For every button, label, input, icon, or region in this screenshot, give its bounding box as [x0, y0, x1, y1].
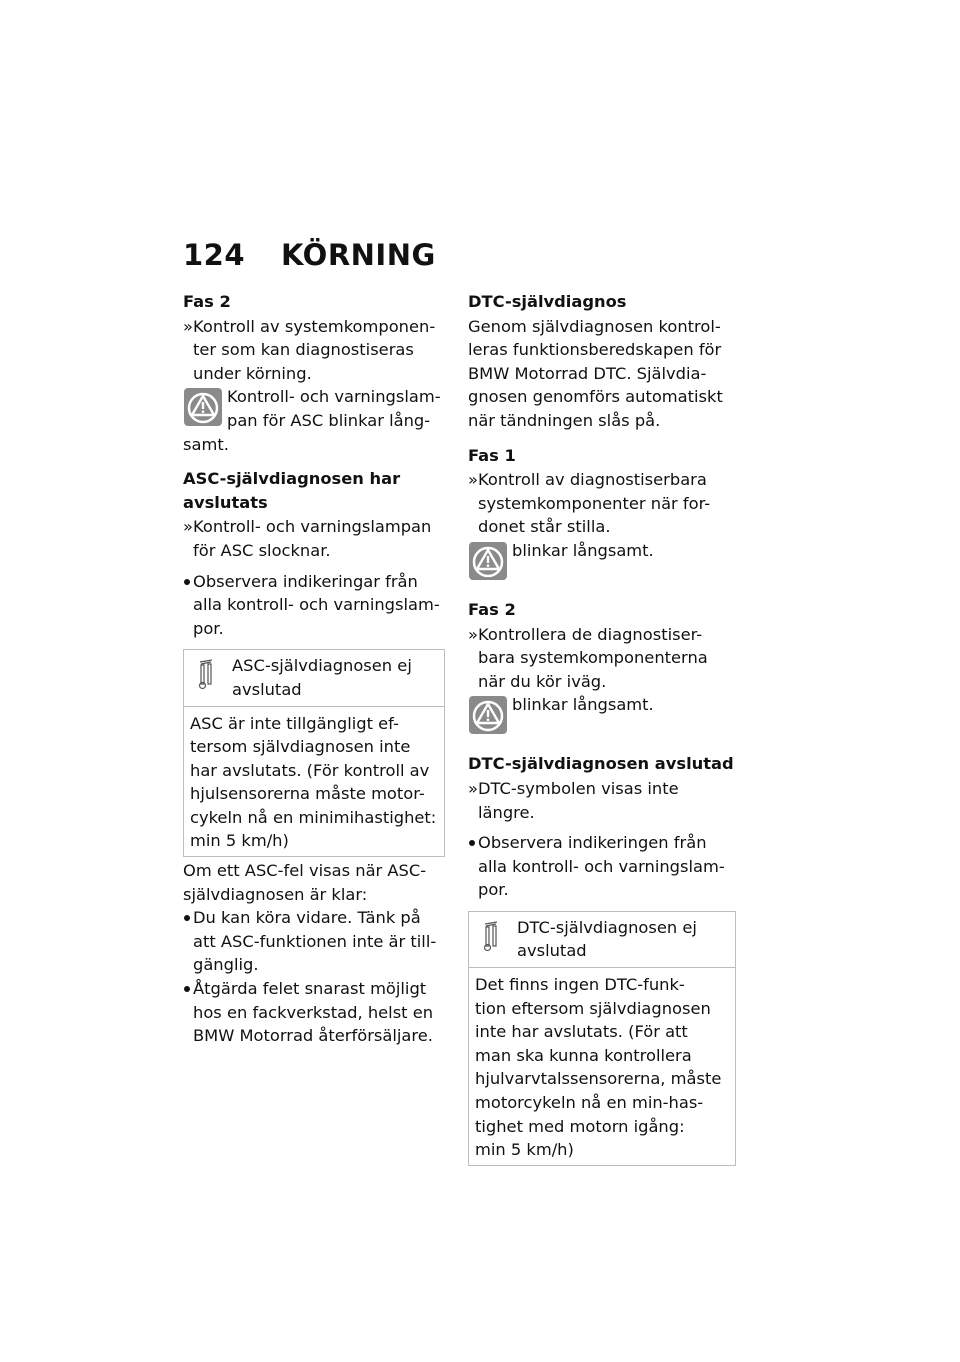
text-line: Det finns ingen DTC-funk- [475, 975, 685, 995]
heading-line: avslutats [183, 492, 268, 512]
text-line: pan för ASC blinkar lång- [227, 410, 431, 430]
text-line: min 5 km/h) [190, 831, 289, 851]
text-line: Du kan köra vidare. Tänk på [193, 908, 421, 928]
dtc-note-box [468, 911, 736, 1166]
text-line: motorcykeln nå en min-has- [475, 1093, 704, 1113]
traction-warning-icon [468, 541, 508, 581]
note-title-line: ASC-självdiagnosen ej [232, 656, 412, 676]
bullet-dot [469, 840, 475, 846]
list-mark: » [183, 517, 193, 537]
asc-note-box [183, 649, 445, 857]
left-column [183, 290, 445, 1048]
list-mark: » [183, 316, 193, 336]
page-header [183, 238, 436, 272]
traction-warning-icon [468, 695, 508, 735]
text-line: blinkar långsamt. [512, 540, 654, 560]
text-line: hjulsensorerna måste motor- [190, 784, 425, 804]
text-line: att ASC-funktionen inte är till- [193, 931, 437, 951]
text-line: man ska kunna kontrollera [475, 1045, 692, 1065]
bullet-item [183, 977, 445, 1048]
text-line: för ASC slocknar. [193, 540, 331, 560]
heading-line: ASC-självdiagnosen har [183, 469, 401, 489]
dtc-done-heading: DTC-självdiagnosen avslutad [468, 754, 734, 774]
right-column [468, 290, 736, 1168]
bullet-dot [184, 986, 190, 992]
text-line: por. [478, 880, 509, 900]
text-line: Om ett ASC-fel visas när ASC- [183, 861, 427, 881]
text-line: BMW Motorrad DTC. Självdia- [468, 363, 707, 383]
text-line: bara systemkomponenterna [478, 648, 708, 668]
text-line: gnosen genomförs automatiskt [468, 387, 723, 407]
list-item [183, 315, 445, 386]
motorcycle-fork-icon [198, 658, 214, 690]
traction-warning-icon [183, 387, 223, 427]
list-mark: » [468, 624, 478, 644]
text-line: alla kontroll- och varningslam- [193, 595, 440, 615]
note-title-line: avslutad [232, 679, 302, 699]
warning-line [183, 385, 445, 432]
asc-done-heading [183, 467, 445, 514]
text-line: Observera indikeringen från [478, 833, 707, 853]
text-line: Åtgärda felet snarast möjligt [193, 979, 427, 999]
motorcycle-fork-icon [483, 920, 499, 952]
bullet-item [183, 570, 445, 641]
text-line: BMW Motorrad återförsäljare. [193, 1026, 433, 1046]
text-line: ter som kan diagnostiseras [193, 340, 414, 360]
note-header [469, 912, 735, 968]
text-line: cykeln nå en minimihastighet: [190, 807, 437, 827]
text-line: systemkomponenter när for- [478, 493, 711, 513]
text-line: gänglig. [193, 955, 259, 975]
bullet-item [468, 831, 736, 902]
fault-paragraph [183, 859, 445, 906]
text-line: när tändningen slås på. [468, 410, 661, 430]
bullet-item [183, 906, 445, 977]
text-line: hjulvarvtalssensorerna, måste [475, 1069, 722, 1089]
text-line: Genom självdiagnosen kontrol- [468, 316, 721, 336]
dtc-paragraph [468, 315, 736, 433]
text-line: por. [193, 618, 224, 638]
list-item [468, 623, 736, 694]
text-line: inte har avslutats. (För att [475, 1022, 688, 1042]
text-line: Kontrollera de diagnostiser- [478, 624, 703, 644]
text-line: Kontroll- och varningslampan [193, 517, 432, 537]
bullet-dot [184, 915, 190, 921]
text-line: Kontroll av systemkomponen- [193, 316, 436, 336]
text-line: Kontroll- och varningslam- [227, 387, 441, 407]
list-item [183, 515, 445, 562]
text-line: Kontroll av diagnostiserbara [478, 470, 707, 490]
text-line: min 5 km/h) [475, 1140, 574, 1160]
text-line: Observera indikeringar från [193, 571, 418, 591]
text-line: leras funktionsberedskapen för [468, 340, 722, 360]
text-line: samt. [183, 434, 229, 454]
text-line: blinkar långsamt. [512, 695, 654, 715]
chapter-title: KÖRNING [281, 238, 436, 272]
list-item [468, 777, 736, 824]
dtc-heading: DTC-självdiagnos [468, 292, 627, 311]
text-line: tighet med motorn igång: [475, 1116, 685, 1136]
list-item [468, 468, 736, 539]
list-mark: » [468, 470, 478, 490]
note-title-line: avslutad [517, 941, 587, 961]
text-line: när du kör iväg. [478, 671, 607, 691]
warning-line [468, 693, 736, 741]
text-line: längre. [478, 802, 535, 822]
text-line: alla kontroll- och varningslam- [478, 856, 725, 876]
fas1-heading: Fas 1 [468, 445, 516, 465]
fas2-heading: Fas 2 [183, 292, 231, 311]
text-line: donet står stilla. [478, 517, 611, 537]
text-line: under körning. [193, 363, 312, 383]
text-line: har avslutats. (För kontroll av [190, 760, 430, 780]
note-title-line: DTC-självdiagnosen ej [517, 917, 697, 937]
list-mark: » [468, 778, 478, 798]
warning-line [468, 539, 736, 587]
fas2-heading: Fas 2 [468, 599, 516, 619]
note-body [184, 707, 444, 857]
text-line: tion eftersom självdiagnosen [475, 998, 711, 1018]
text-line: tersom självdiagnosen inte [190, 737, 411, 757]
bullet-dot [184, 579, 190, 585]
page-number: 124 [183, 238, 246, 272]
note-body [469, 968, 735, 1165]
text-line: DTC-symbolen visas inte [478, 778, 679, 798]
text-line: självdiagnosen är klar: [183, 884, 368, 904]
note-header [184, 650, 444, 706]
text-line: ASC är inte tillgängligt ef- [190, 713, 399, 733]
text-line: hos en fackverkstad, helst en [193, 1002, 434, 1022]
